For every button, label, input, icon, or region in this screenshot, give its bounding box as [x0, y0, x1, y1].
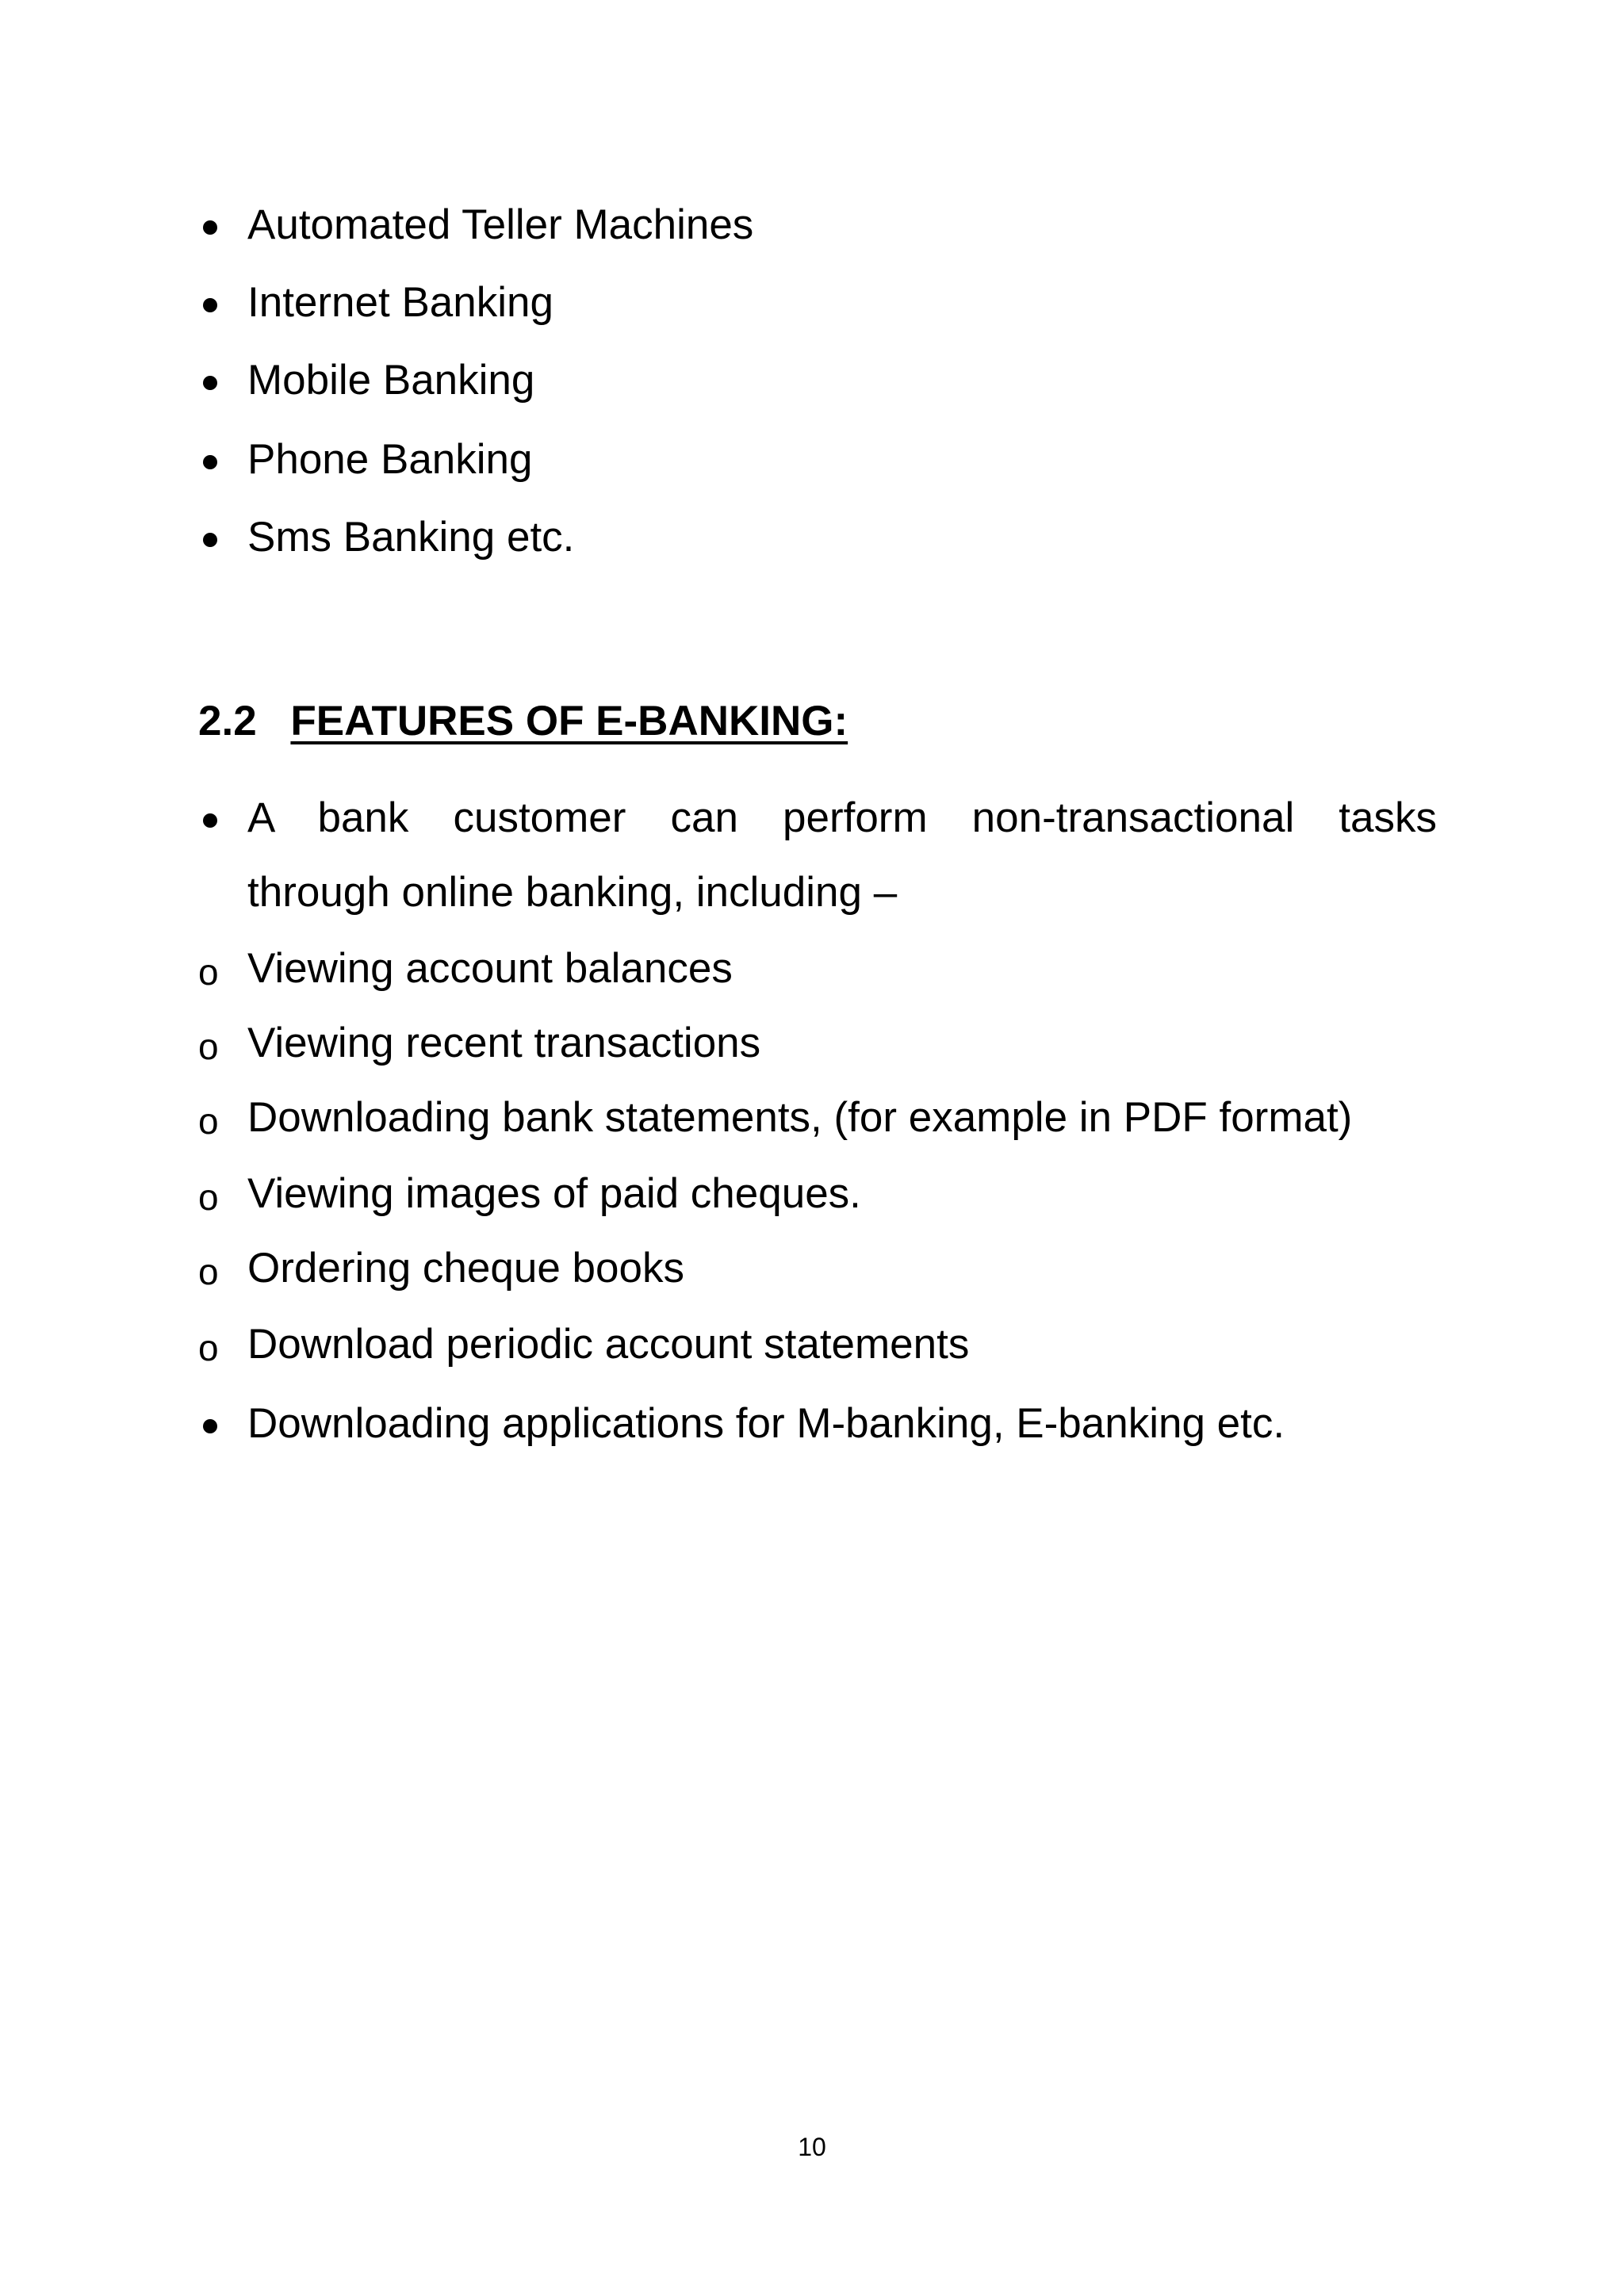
sub-list-item-text: Viewing recent transactions — [247, 1020, 761, 1066]
circle-bullet-icon: o — [198, 1327, 219, 1368]
sub-list-item-text: Ordering cheque books — [247, 1245, 684, 1292]
list-item-text: Sms Banking etc. — [247, 514, 575, 561]
circle-bullet-icon: o — [198, 951, 219, 993]
sub-list-item-text: Viewing images of paid cheques. — [247, 1170, 861, 1217]
circle-bullet-icon: o — [198, 1100, 219, 1142]
circle-bullet-icon: o — [198, 1177, 219, 1218]
sub-list-item-text: Viewing account balances — [247, 945, 733, 992]
section-title: FEATURES OF E-BANKING: — [290, 698, 848, 744]
document-page: Automated Teller Machines Internet Banking Mobile Banking Phone Banking Sms Banking etc. 2.2 FEATURES OF E-BANKING: A bank customer can perform non-transactional tasks through online banking, including – o Viewing account balances o Viewing recent transactions o Downloading bank statements, (for example in PDF format) o Viewing images of paid cheques. o Ordering cheque books o Download periodic account statements Downloading applications for M-banking, E-banking etc. 10 — [0, 0, 1624, 2296]
circle-bullet-icon: o — [198, 1251, 219, 1292]
features-intro-line-1: A bank customer can perform non-transactional tasks — [247, 794, 1437, 841]
page-number: 10 — [798, 2133, 826, 2161]
list-item-text: Mobile Banking — [247, 357, 535, 404]
list-item-text: Downloading applications for M-banking, E-banking etc. — [247, 1400, 1285, 1447]
sub-list-item-text: Downloading bank statements, (for example in PDF format) — [247, 1094, 1353, 1141]
section-number: 2.2 — [198, 698, 257, 744]
circle-bullet-icon: o — [198, 1026, 219, 1067]
list-item-text: Automated Teller Machines — [247, 201, 754, 248]
section-heading — [198, 696, 848, 747]
sub-list-item-text: Download periodic account statements — [247, 1321, 970, 1368]
list-item-text: Phone Banking — [247, 436, 533, 483]
list-item-text: Internet Banking — [247, 279, 553, 326]
